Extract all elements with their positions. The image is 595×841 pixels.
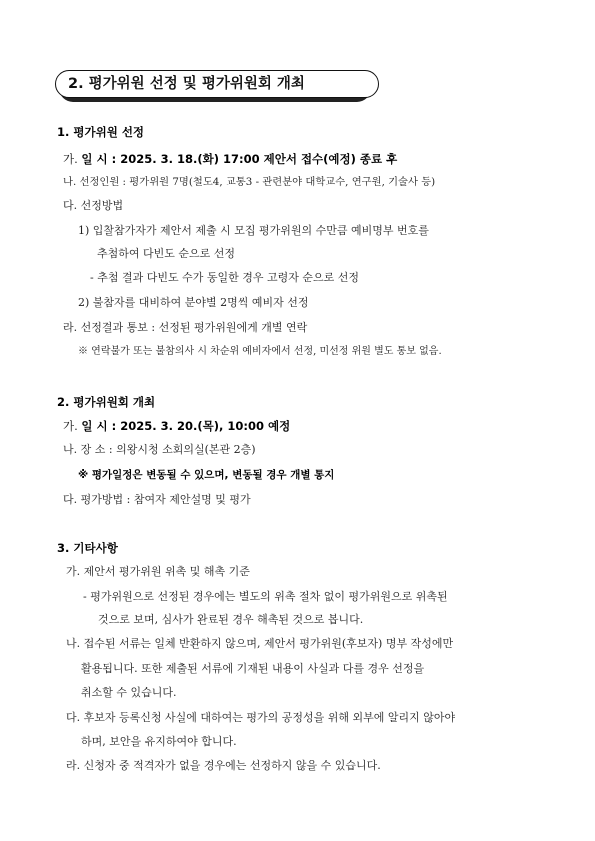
s1-note: ※ 연락불가 또는 불참의사 시 차순위 예비자에서 선정, 미선정 위원 별도 통보 없음. bbox=[78, 346, 442, 357]
s1-item-ga bbox=[63, 151, 397, 167]
section-title: 2. 평가위원 선정 및 평가위원회 개최 bbox=[55, 70, 379, 98]
s3-na-line3: 취소할 수 있습니다. bbox=[81, 686, 177, 699]
s2-item-na: 나. 장 소 : 의왕시청 소회의실(본관 2층) bbox=[63, 443, 256, 456]
s2-ga-label: 가. bbox=[63, 419, 78, 433]
s1-ga-text: 일 시 : 2025. 3. 18.(화) 17:00 제안서 접수(예정) 종료 후 bbox=[81, 152, 398, 166]
s3-da-line2: 하며, 보안을 유지하여야 합니다. bbox=[81, 735, 237, 748]
s2-item-da: 다. 평가방법 : 참여자 제안설명 및 평가 bbox=[63, 493, 251, 506]
s3-na-line2: 활용됩니다. 또한 제출된 서류에 기재된 내용이 사실과 다를 경우 선정을 bbox=[81, 662, 425, 675]
heading-1: 1. 평가위원 선정 bbox=[57, 125, 145, 139]
s1-method-1b: 추첨하여 다빈도 순으로 선정 bbox=[97, 247, 236, 260]
s2-note: ※ 평가일정은 변동될 수 있으며, 변동될 경우 개별 통지 bbox=[78, 469, 335, 481]
section-title-box bbox=[55, 70, 373, 104]
s1-method-1c: - 추첨 결과 다빈도 수가 동일한 경우 고령자 순으로 선정 bbox=[90, 271, 359, 284]
s2-ga-text: 일 시 : 2025. 3. 20.(목), 10:00 예정 bbox=[81, 419, 291, 433]
s3-da-line1: 다. 후보자 등록신청 사실에 대하여는 평가의 공정성을 위해 외부에 알리지 않아야 bbox=[66, 711, 456, 724]
s1-item-na: 나. 선정인원 : 평가위원 7명(철도4, 교통3 - 관련분야 대학교수, 연구원, 기술사 등) bbox=[63, 176, 436, 188]
s1-method-2: 2) 불참자를 대비하여 분야별 2명씩 예비자 선정 bbox=[78, 296, 309, 309]
s3-ga-line1: - 평가위원으로 선정된 경우에는 별도의 위촉 절차 없이 평가위원으로 위촉된 bbox=[83, 590, 448, 603]
s3-item-ga: 가. 제안서 평가위원 위촉 및 해촉 기준 bbox=[66, 565, 250, 578]
s2-item-ga bbox=[63, 418, 290, 434]
s1-method-1a: 1) 입찰참가자가 제안서 제출 시 모집 평가위원의 수만큼 예비명부 번호를 bbox=[78, 224, 429, 237]
s1-item-da: 다. 선정방법 bbox=[63, 199, 124, 212]
s3-item-ra: 라. 신청자 중 적격자가 없을 경우에는 선정하지 않을 수 있습니다. bbox=[66, 759, 381, 772]
s3-ga-line2: 것으로 보며, 심사가 완료된 경우 해촉된 것으로 봅니다. bbox=[98, 613, 364, 626]
heading-3: 3. 기타사항 bbox=[57, 541, 118, 555]
s3-na-line1: 나. 접수된 서류는 일체 반환하지 않으며, 제안서 평가위원(후보자) 명부 작성에만 bbox=[66, 637, 454, 650]
s1-item-ra: 라. 선정결과 통보 : 선정된 평가위원에게 개별 연락 bbox=[63, 321, 308, 334]
heading-2: 2. 평가위원회 개최 bbox=[57, 395, 156, 409]
s1-ga-label: 가. bbox=[63, 152, 78, 166]
